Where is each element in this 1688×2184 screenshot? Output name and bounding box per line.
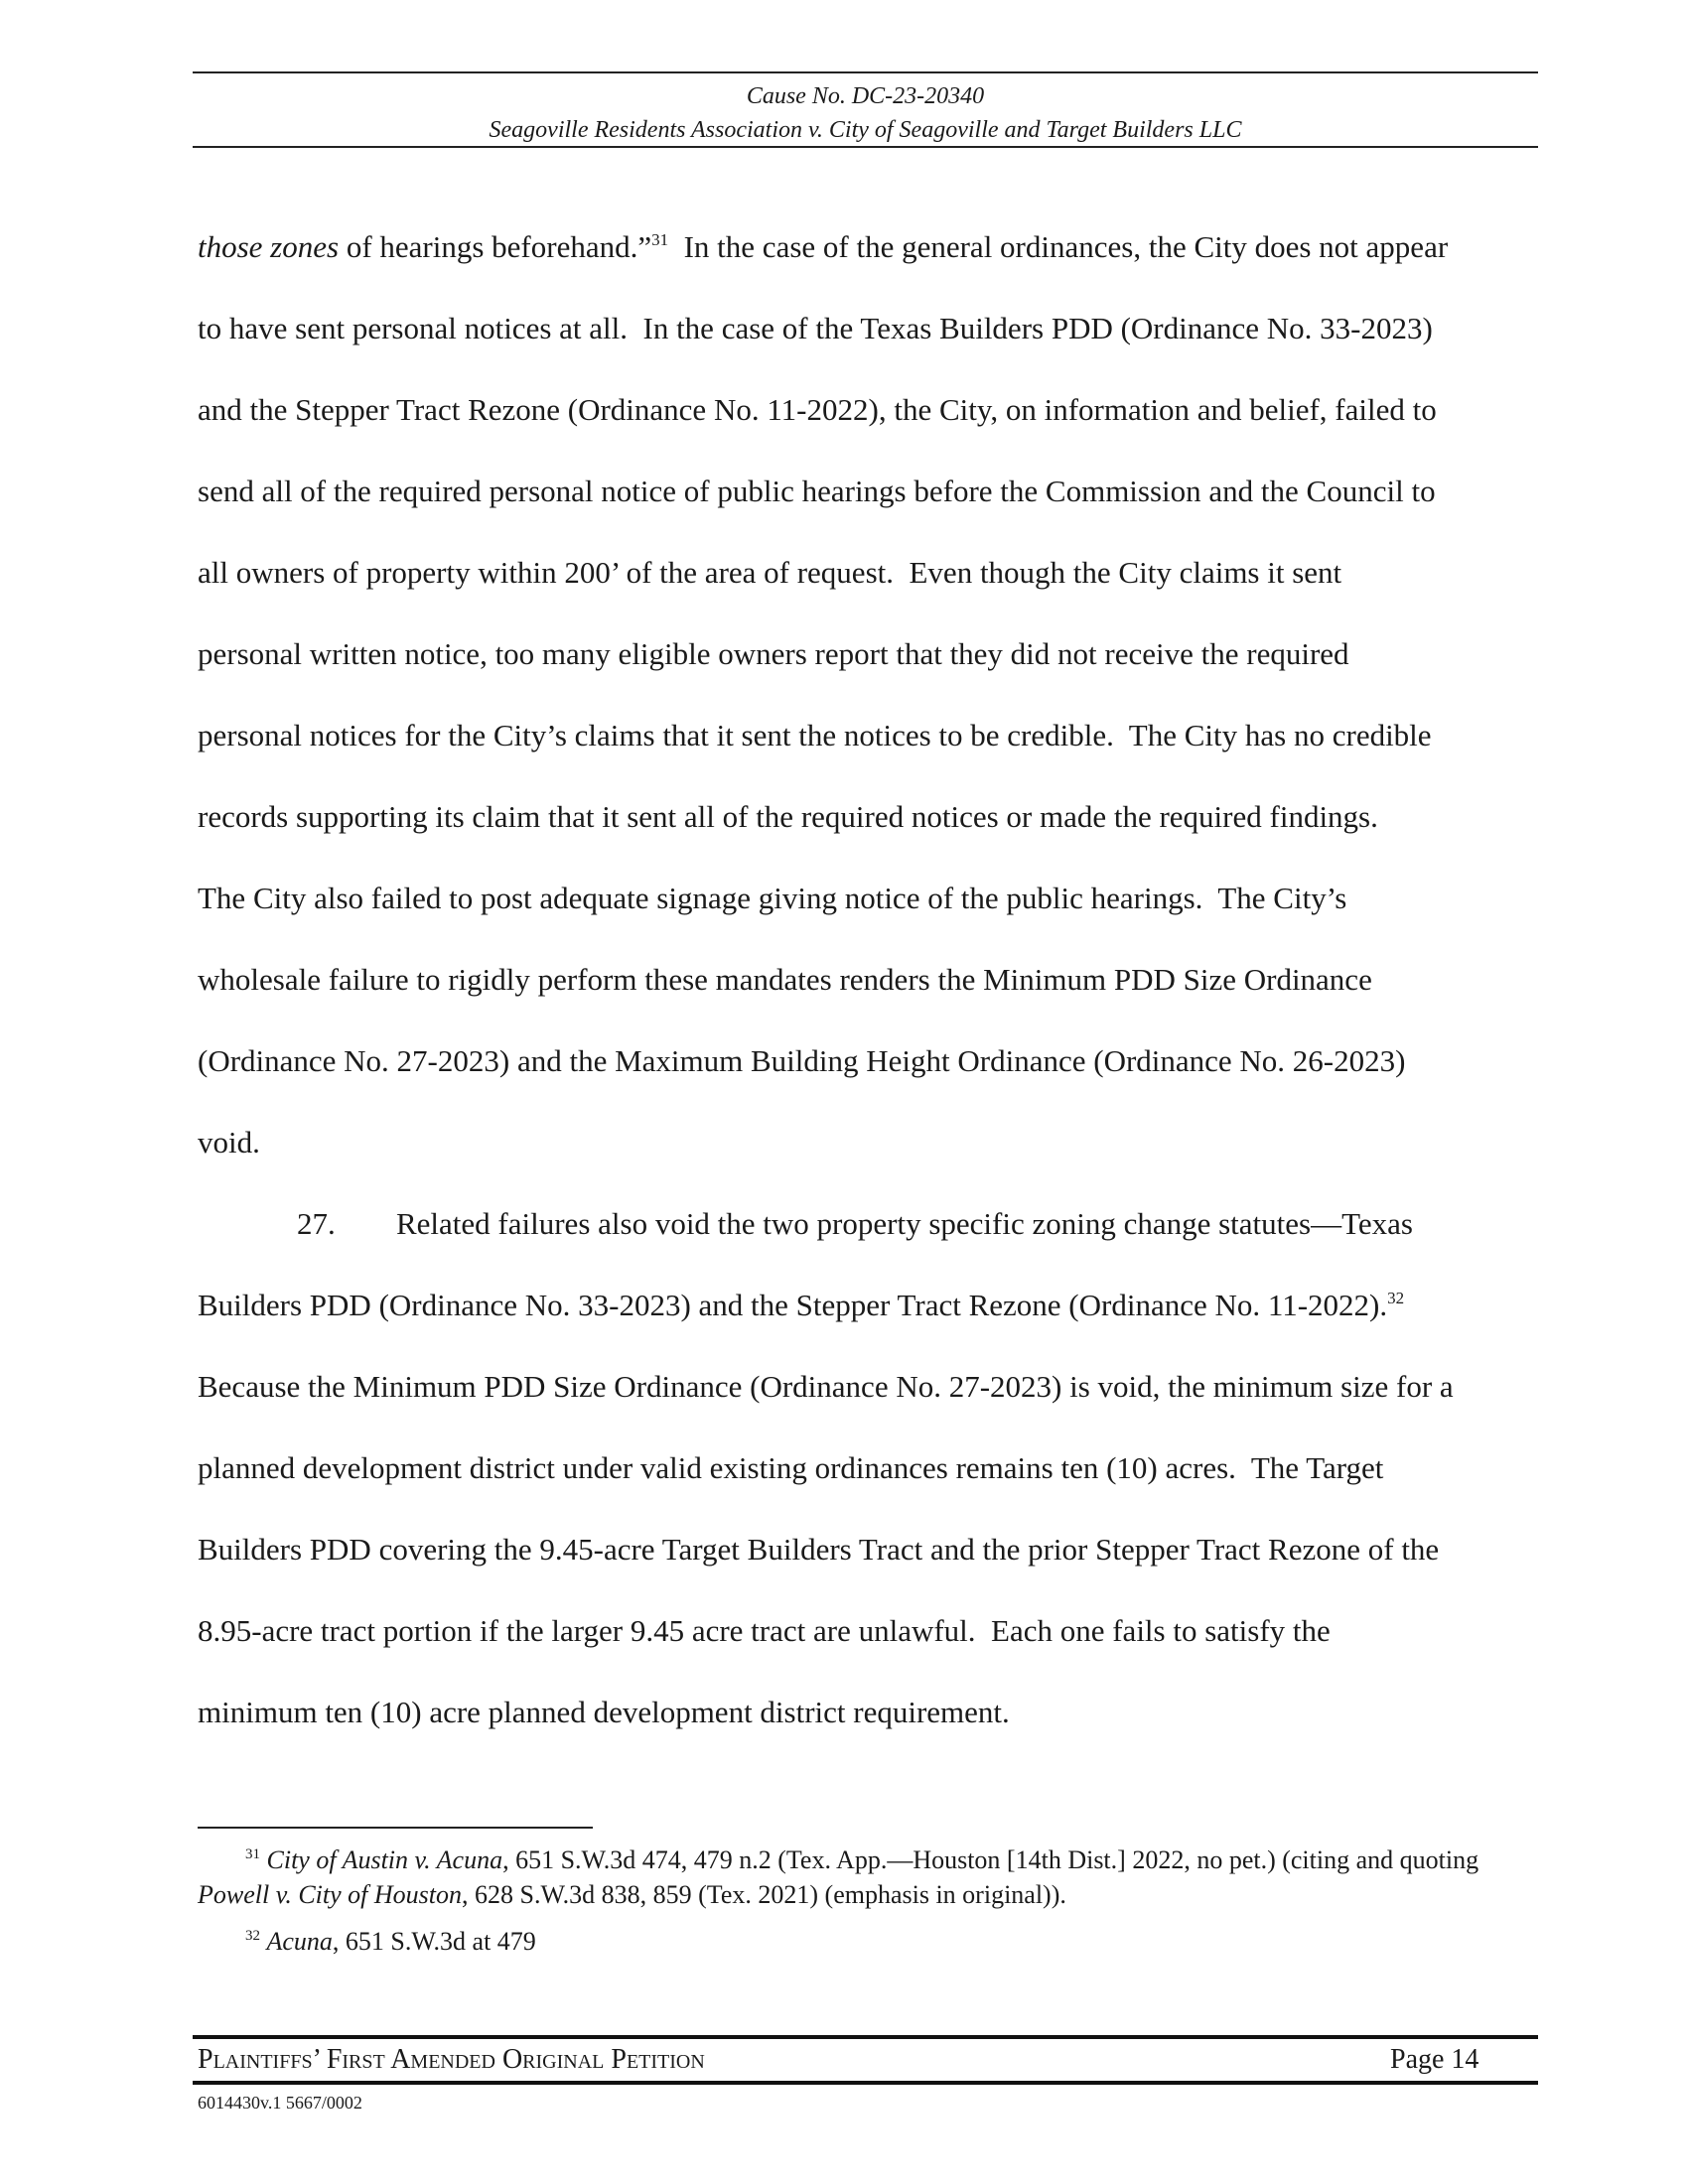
body-text (198, 206, 1538, 1753)
header-rule-top (193, 71, 1538, 73)
body-line: The City also failed to post adequate signage giving notice of the public hearings. The City’s (198, 881, 1347, 915)
header-rule-bottom (193, 146, 1538, 148)
body-line: minimum ten (10) acre planned development district requirement. (198, 1695, 1010, 1729)
footnote-ref-32[interactable]: 32 (1387, 1289, 1405, 1307)
paragraph-number: 27. (297, 1206, 336, 1241)
footer-rule-top (193, 2035, 1538, 2039)
citation-text: , 651 S.W.3d at 479 (332, 1927, 536, 1956)
body-line: (Ordinance No. 27-2023) and the Maximum Building Height Ordinance (Ordinance No. 26-2023) (198, 1043, 1406, 1078)
page-header (193, 79, 1538, 147)
body-line: wholesale failure to rigidly perform these mandates renders the Minimum PDD Size Ordinance (198, 962, 1372, 997)
citation-text: , 651 S.W.3d 474, 479 n.2 (Tex. App.—Houston [14th Dist.] 2022, no pet.) (citing and quoting (502, 1845, 1479, 1874)
body-line: and the Stepper Tract Rezone (Ordinance No. 11-2022), the City, on information and belief, failed to (198, 392, 1437, 427)
footnotes (198, 1843, 1543, 1971)
body-line: personal notices for the City’s claims that it sent the notices to be credible. The City has no credible (198, 718, 1432, 752)
footnote-number: 32 (245, 1928, 260, 1944)
page-number: Page 14 (1390, 2044, 1479, 2075)
body-line: 8.95-acre tract portion if the larger 9.45 acre tract are unlawful. Each one fails to satisfy the (198, 1613, 1331, 1648)
footer-rule-bottom (193, 2081, 1538, 2085)
body-line-first (198, 206, 1538, 288)
case-name: Acuna (266, 1927, 333, 1956)
footnote-ref-31[interactable]: 31 (651, 230, 669, 249)
cause-number: Cause No. DC-23-20340 (746, 83, 985, 109)
body-line: to have sent personal notices at all. In the case of the Texas Builders PDD (Ordinance No. 33-2023) (198, 311, 1433, 345)
footnote-32 (198, 1924, 1543, 1959)
body-line: send all of the required personal notice of public hearings before the Commission and the Council to (198, 474, 1436, 508)
footnote-number: 31 (245, 1846, 260, 1862)
paragraph-27-first-line (198, 1183, 1538, 1265)
body-line: Builders PDD covering the 9.45-acre Target Builders Tract and the prior Stepper Tract Rezone of the (198, 1532, 1440, 1567)
footnote-31 (198, 1843, 1543, 1912)
body-line: Because the Minimum PDD Size Ordinance (Ordinance No. 27-2023) is void, the minimum size for a (198, 1369, 1454, 1404)
case-name: Powell v. City of Houston (198, 1880, 462, 1909)
case-caption: Seagoville Residents Association v. City of Seagoville and Target Builders LLC (489, 117, 1242, 143)
footer-document-title: Plaintiffs’ First Amended Original Petition (198, 2044, 705, 2075)
citation-text: , 628 S.W.3d 838, 859 (Tex. 2021) (emphasis in original)). (462, 1880, 1066, 1909)
body-line: void. (198, 1125, 260, 1160)
case-name: City of Austin v. Acuna (266, 1845, 503, 1874)
body-line: all owners of property within 200’ of the area of request. Even though the City claims it sent (198, 555, 1342, 590)
body-line: personal written notice, too many eligible owners report that they did not receive the required (198, 636, 1349, 671)
body-line: records supporting its claim that it sent all of the required notices or made the required findings. (198, 799, 1378, 834)
body-text-segment: In the case of the general ordinances, the City does not appear (668, 229, 1449, 264)
document-id: 6014430v.1 5667/0002 (198, 2093, 362, 2113)
body-text-segment: of hearings beforehand.” (339, 229, 652, 264)
body-line (198, 1265, 1538, 1346)
body-text-segment: Builders PDD (Ordinance No. 33-2023) and the Stepper Tract Rezone (Ordinance No. 11-2022). (198, 1288, 1388, 1322)
body-line: planned development district under valid existing ordinances remains ten (10) acres. The Target (198, 1450, 1384, 1485)
footnote-separator (198, 1827, 593, 1829)
body-text-segment: Related failures also void the two property specific zoning change statutes—Texas (396, 1206, 1413, 1241)
italic-phrase: those zones (198, 229, 340, 264)
